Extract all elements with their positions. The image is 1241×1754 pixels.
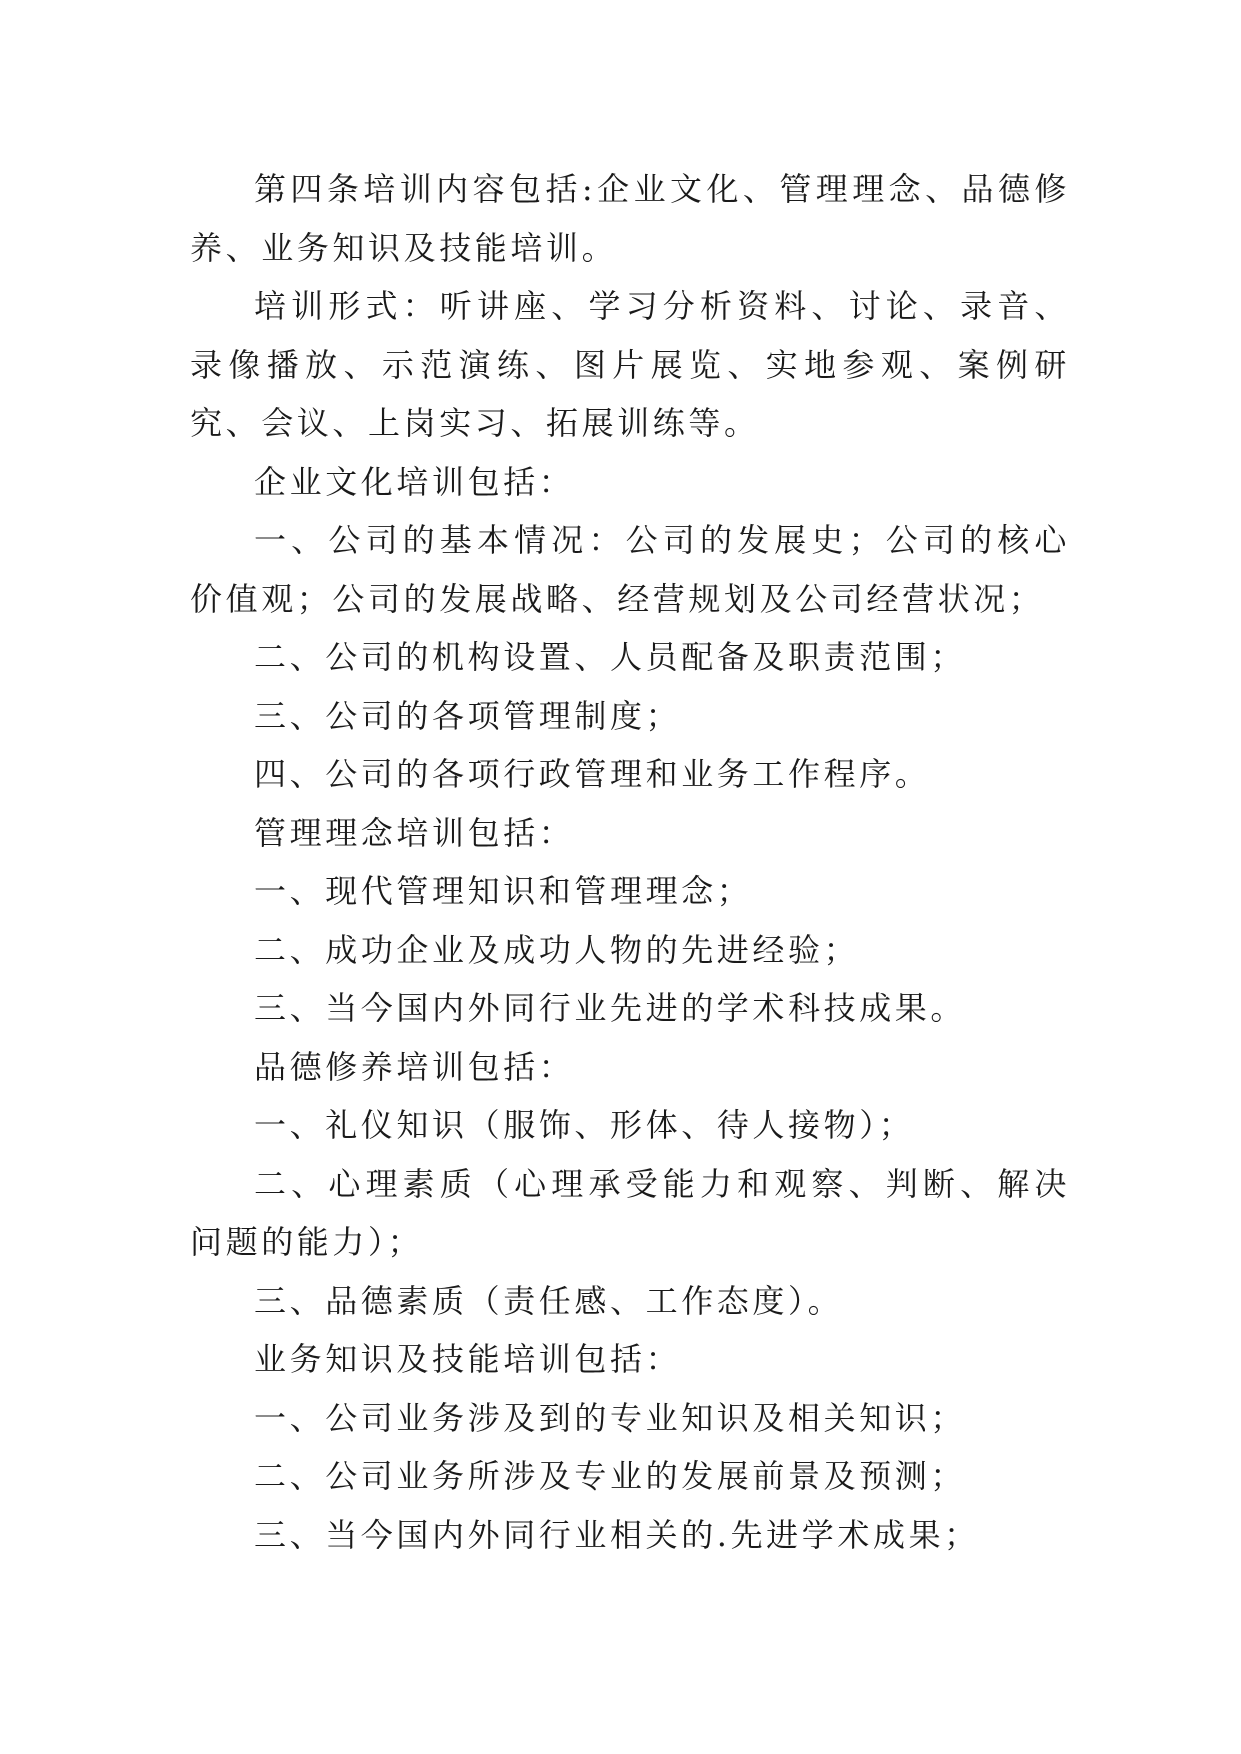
list-item-culture-1: 一、公司的基本情况：公司的发展史；公司的核心价值观；公司的发展战略、经营规划及公司经营状况；: [190, 521, 1070, 618]
list-item-moral-1: 一、礼仪知识（服饰、形体、待人接物）；: [254, 1106, 915, 1144]
list-item-business-3: 三、当今国内外同行业相关的.先进学术成果；: [254, 1515, 980, 1554]
heading-business-skills: 业务知识及技能培训包括：: [254, 1340, 682, 1378]
list-item-moral-2: 二、心理素质（心理承受能力和观察、判断、解决问题的能力）；: [190, 1164, 1070, 1261]
paragraph-training-forms: 培训形式：听讲座、学习分析资料、讨论、录音、录像播放、示范演练、图片展览、实地参观、案例研究、会议、上岗实习、拓展训练等。: [190, 287, 1070, 442]
heading-corporate-culture: 企业文化培训包括：: [254, 462, 575, 501]
list-item-business-1: 一、公司业务涉及到的专业知识及相关知识；: [254, 1398, 967, 1437]
list-item-culture-2: 二、公司的机构设置、人员配备及职责范围；: [254, 638, 967, 676]
list-item-management-3: 三、当今国内外同行业先进的学术科技成果。: [254, 989, 967, 1027]
list-item-management-1: 一、现代管理知识和管理理念；: [254, 872, 753, 910]
heading-management-concepts: 管理理念培训包括：: [254, 813, 575, 852]
heading-moral-cultivation: 品德修养培训包括：: [254, 1047, 575, 1086]
list-item-culture-4: 四、公司的各项行政管理和业务工作程序。: [254, 755, 931, 793]
paragraph-article-4-content: 第四条培训内容包括:企业文化、管理理念、品德修养、业务知识及技能培训。: [190, 170, 1070, 267]
list-item-culture-3: 三、公司的各项管理制度；: [254, 696, 682, 735]
list-item-moral-3: 三、品德素质（责任感、工作态度）。: [254, 1281, 844, 1320]
list-item-business-2: 二、公司业务所涉及专业的发展前景及预测；: [254, 1457, 967, 1495]
list-item-management-2: 二、成功企业及成功人物的先进经验；: [254, 930, 860, 969]
document-body: [190, 160, 1070, 1564]
